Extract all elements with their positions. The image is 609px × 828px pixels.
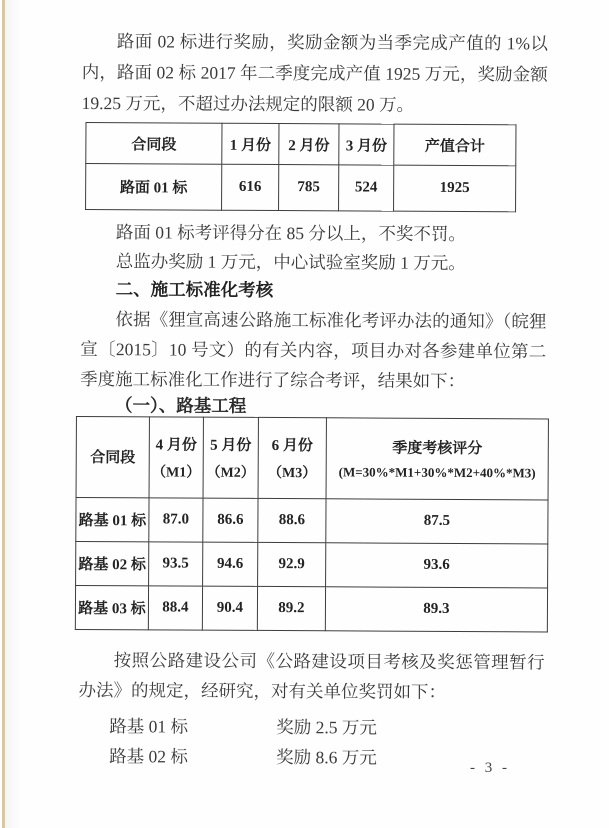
reward-contract-label: 路基 01 标 [109, 715, 189, 737]
table-row [75, 585, 547, 631]
cell-score: 89.2 [257, 586, 325, 630]
table-header-row [86, 123, 516, 166]
header-line: （M2） [206, 465, 255, 481]
cell-contract: 路面 01 标 [86, 164, 222, 211]
header-quarter-score [326, 417, 548, 499]
cell-score: 88.4 [148, 585, 202, 629]
cell-score: 94.6 [203, 542, 258, 586]
header-month-jan: 1 月份 [222, 123, 279, 164]
reward-amount: 奖励 8.6 万元 [276, 746, 377, 768]
section-heading: 二、施工标准化考核 [115, 279, 274, 301]
cell-quarter-score: 87.5 [326, 498, 548, 543]
cell-score: 92.9 [258, 542, 326, 586]
output-value-table [85, 122, 516, 212]
document-content [78, 26, 548, 773]
cell-score: 86.6 [203, 498, 258, 542]
header-line: （M1） [152, 464, 201, 481]
reward-contract-label: 路基 02 标 [109, 745, 188, 767]
header-line: 合同段 [90, 450, 136, 467]
scan-edge-shadow [5, 0, 21, 828]
header-formula: (M=30%*M1+30%*M2+40%*M3) [338, 463, 536, 480]
paragraph-pavement01-score: 路面 01 标考评得分在 85 分以上，不奖不罚。 [115, 222, 466, 245]
page-number: - 3 - [470, 760, 510, 776]
header-month-feb: 2 月份 [279, 124, 339, 165]
cell-contract: 路基 01 标 [76, 497, 149, 541]
standardization-score-table [75, 415, 549, 631]
paragraph-reward-basis: 按照公路建设公司《公路建设项目考核及奖惩管理暂行办法》的规定，经研究，对有关单位奖罚如下： [78, 649, 545, 702]
header-output-total: 产值合计 [394, 124, 516, 166]
cell-contract: 路基 03 标 [75, 585, 148, 629]
paragraph-supervision-reward: 总监办奖励 1 万元，中心试验室奖励 1 万元。 [115, 250, 466, 273]
table-row [86, 164, 516, 212]
header-contract-section [76, 416, 149, 497]
cell-contract: 路基 02 标 [76, 541, 149, 585]
header-line: 季度考核评分 [392, 440, 483, 457]
paragraph-reward-pavement02: 路面 02 标进行奖励，奖励金额为当季完成产值的 1%以内，路面 02 标 2017 年二季度完成产值 1925 万元，奖励金额 19.25 万元，不超过办法规定的限额 20 万。 [81, 31, 548, 115]
header-month-may [203, 417, 258, 498]
header-line: 5 月份 [210, 437, 252, 454]
table-row [76, 497, 548, 543]
cell-value: 785 [279, 165, 339, 211]
header-month-apr [149, 416, 203, 497]
cell-score: 93.5 [149, 541, 203, 585]
sub-heading-roadbed: （一）、路基工程 [114, 394, 247, 416]
reward-item [109, 711, 544, 743]
table-header-row [76, 416, 548, 499]
cell-total: 1925 [394, 165, 516, 212]
cell-score: 87.0 [149, 497, 203, 541]
cell-score: 88.6 [258, 498, 326, 542]
header-line: 4 月份 [155, 436, 197, 454]
cell-score: 90.4 [202, 586, 257, 630]
cell-quarter-score: 93.6 [326, 542, 548, 587]
cell-quarter-score: 89.3 [325, 586, 547, 631]
header-contract-section: 合同段 [86, 123, 222, 165]
reward-amount: 奖励 2.5 万元 [276, 716, 378, 738]
header-line: （M3） [268, 465, 317, 481]
paragraph-assessment-basis: 依据《狸宣高速公路施工标准化考评办法的通知》（皖狸宣〔2015〕10 号文）的有关内容，项目办对各参建单位第二季度施工标准化工作进行了综合考评，结果如下： [80, 308, 547, 391]
cell-value: 524 [339, 165, 394, 211]
header-line: 6 月份 [271, 437, 313, 454]
header-month-jun [258, 417, 326, 498]
header-month-mar: 3 月份 [339, 124, 394, 165]
table-row [76, 541, 548, 587]
cell-value: 616 [222, 164, 279, 210]
